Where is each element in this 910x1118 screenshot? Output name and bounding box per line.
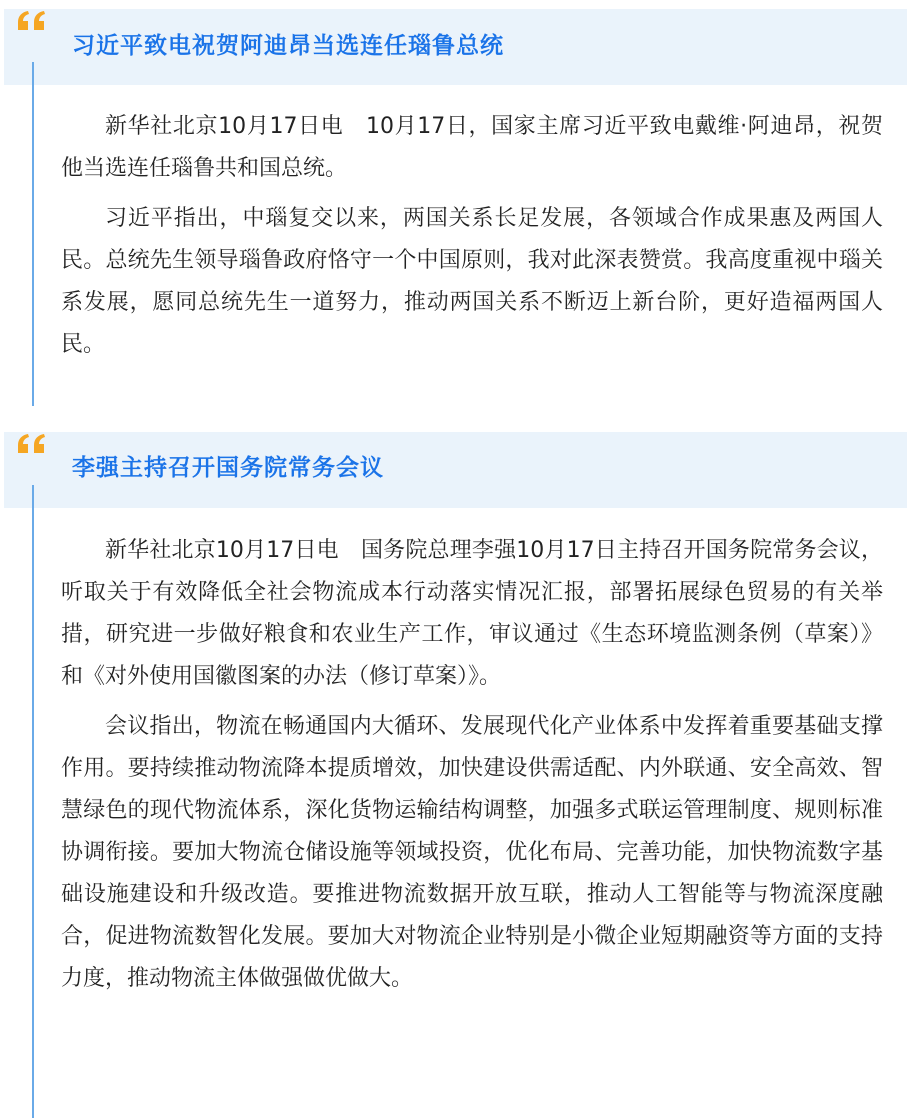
paragraph: 习近平指出，中瑙复交以来，两国关系长足发展，各领域合作成果惠及两国人民。总统先生领导瑙鲁政府恪守一个中国原则，我对此深表赞赏。我高度重视中瑙关系发展，愿同总统先生一道努力，推动两国关系不断迈上新台阶，更好造福两国人民。 <box>61 206 883 357</box>
quote-mark-icon <box>16 10 48 32</box>
article-2 <box>0 430 910 1118</box>
paragraph: 新华社北京10月17日电 10月17日，国家主席习近平致电戴维·阿迪昂，祝贺他当选连任瑙鲁共和国总统。 <box>61 114 883 181</box>
article-1 <box>0 0 910 410</box>
article-title: 李强主持召开国务院常务会议 <box>72 455 384 481</box>
article-rule <box>32 62 34 406</box>
article-rule <box>32 485 34 1118</box>
paragraph: 会议指出，物流在畅通国内大循环、发展现代化产业体系中发挥着重要基础支撑作用。要持续推动物流降本提质增效，加快建设供需适配、内外联通、安全高效、智慧绿色的现代物流体系，深化货物运输结构调整，加强多式联运管理制度、规则标准协调衔接。要加大物流仓储设施等领域投资，优化布局、完善功能，加快物流数字基础设施建设和升级改造。要推进物流数据开放互联，推动人工智能等与物流深度融合，促进物流数智化发展。要加大对物流企业特别是小微企业短期融资等方面的支持力度，推动物流主体做强做优做大。 <box>61 714 883 991</box>
article-title: 习近平致电祝贺阿迪昂当选连任瑙鲁总统 <box>72 33 504 59</box>
paragraph: 新华社北京10月17日电 国务院总理李强10月17日主持召开国务院常务会议，听取关于有效降低全社会物流成本行动落实情况汇报，部署拓展绿色贸易的有关举措，研究进一步做好粮食和农业生产工作，审议通过《生态环境监测条例（草案）》和《对外使用国徽图案的办法（修订草案）》。 <box>61 538 883 689</box>
article-body <box>61 106 883 366</box>
article-body <box>61 530 883 1000</box>
quote-mark-icon <box>16 433 48 455</box>
